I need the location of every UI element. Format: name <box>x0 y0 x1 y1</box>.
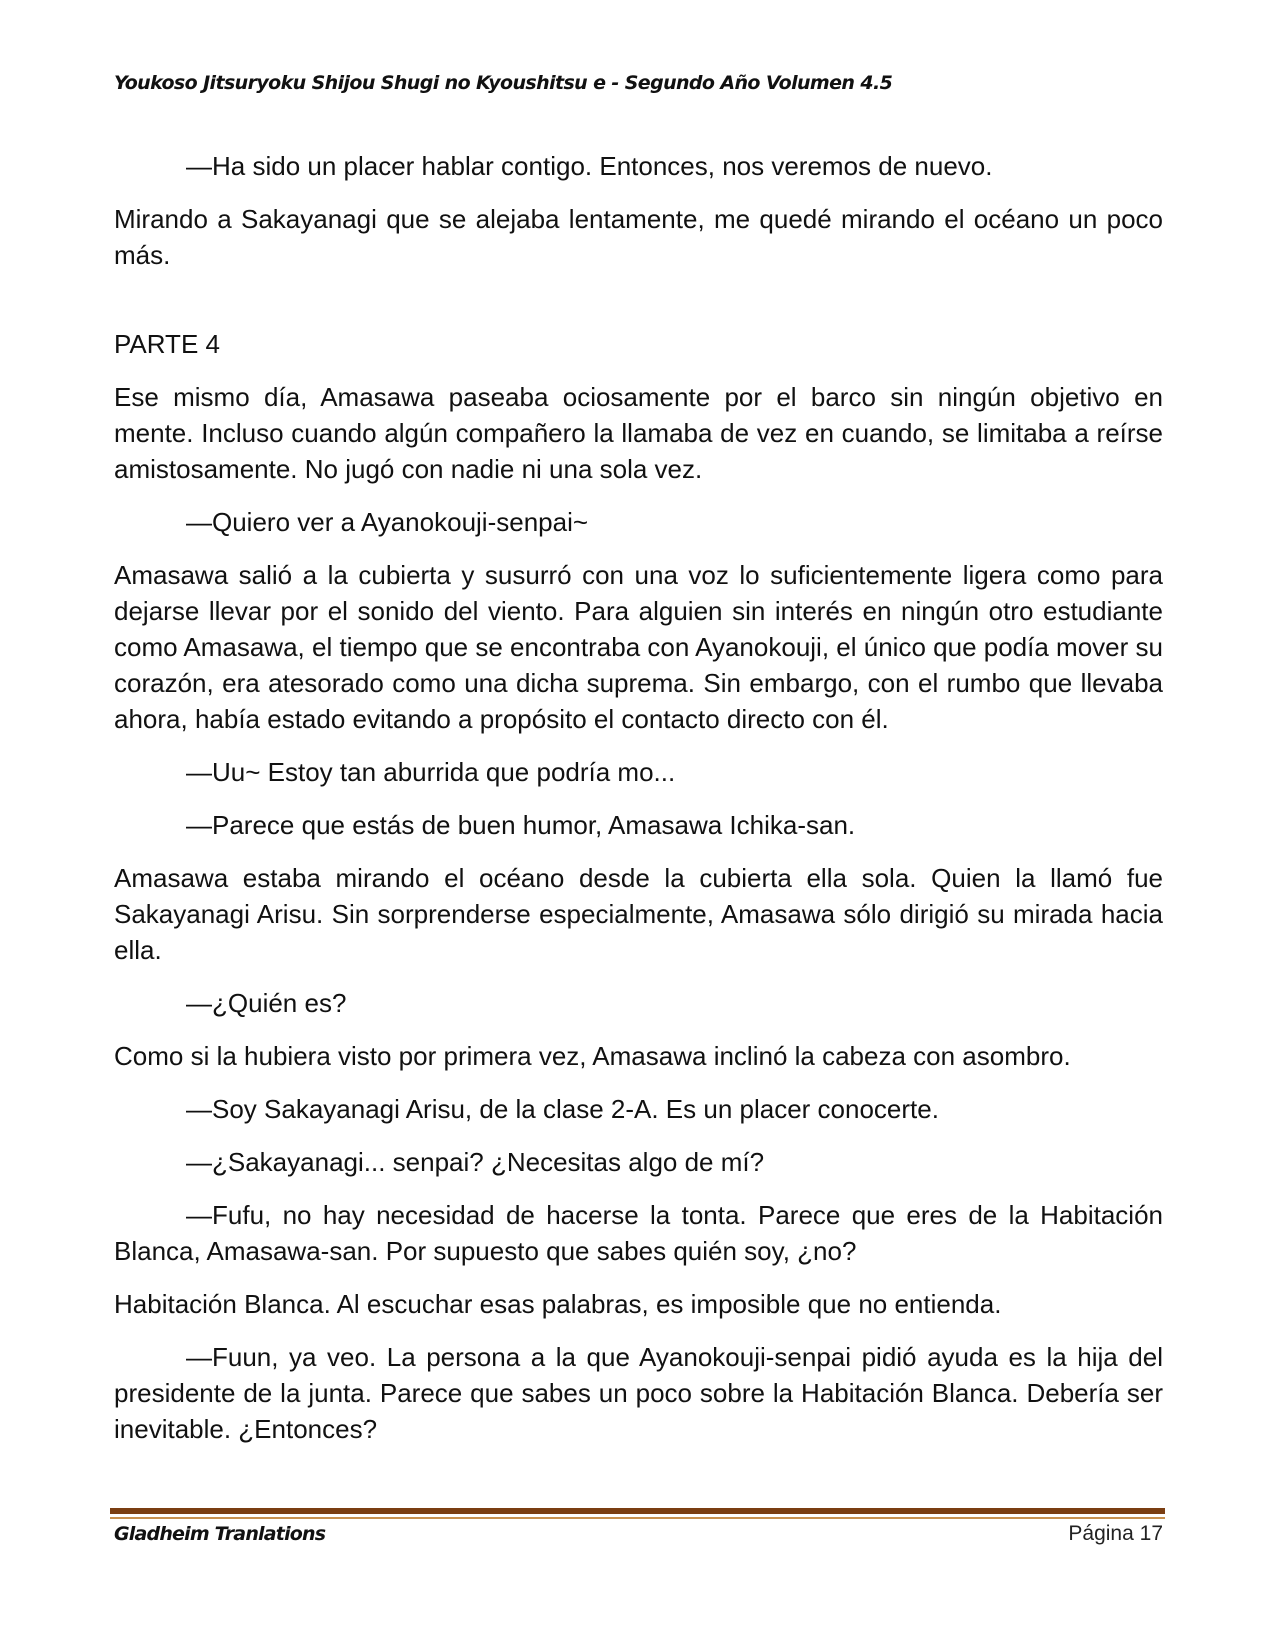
footer-credit: Gladheim Tranlations <box>114 1523 326 1545</box>
narration-paragraph: Mirando a Sakayanagi que se alejaba lentamente, me quedé mirando el océano un poco más. <box>114 204 1163 270</box>
narration-paragraph: Amasawa estaba mirando el océano desde la cubierta ella sola. Quien la llamó fue Sakayanagi Arisu. Sin sorprenderse especialmente, Amasawa sólo dirigió su mirada hacia ella. <box>114 863 1163 965</box>
dialogue-paragraph: —Quiero ver a Ayanokouji-senpai~ <box>186 507 589 537</box>
section-heading: PARTE 4 <box>114 329 220 359</box>
page-number <box>1068 1522 1163 1546</box>
dialogue-paragraph: —¿Quién es? <box>186 988 347 1018</box>
running-header: Youkoso Jitsuryoku Shijou Shugi no Kyoushitsu e - Segundo Año Volumen 4.5 <box>114 72 893 94</box>
dialogue-paragraph: —Parece que estás de buen humor, Amasawa Ichika-san. <box>186 810 856 840</box>
footer-rule-thin <box>110 1517 1165 1519</box>
narration-paragraph: Amasawa salió a la cubierta y susurró con una voz lo suficientemente ligera como para dejarse llevar por el sonido del viento. Para alguien sin interés en ningún otro estudiante como Amasawa, el tiempo que se encontraba con Ayanokouji, el único que podía mover su corazón, era atesorado como una dicha suprema. Sin embargo, con el rumbo que llevaba ahora, había estado evitando a propósito el contacto directo con él. <box>114 560 1163 734</box>
page-label: Página <box>1068 1522 1134 1545</box>
narration-paragraph: Ese mismo día, Amasawa paseaba ociosamente por el barco sin ningún objetivo en mente. Incluso cuando algún compañero la llamaba de vez en cuando, se limitaba a reírse amistosamente. No jugó con nadie ni una sola vez. <box>114 382 1163 484</box>
dialogue-paragraph: —¿Sakayanagi... senpai? ¿Necesitas algo de mí? <box>186 1147 765 1177</box>
footer-rule <box>110 1508 1165 1514</box>
dialogue-paragraph: —Ha sido un placer hablar contigo. Entonces, nos veremos de nuevo. <box>186 151 993 181</box>
narration-paragraph: Habitación Blanca. Al escuchar esas palabras, es imposible que no entienda. <box>114 1289 1002 1319</box>
narration-paragraph: Como si la hubiera visto por primera vez, Amasawa inclinó la cabeza con asombro. <box>114 1041 1071 1071</box>
page-number-value: 17 <box>1139 1522 1163 1545</box>
dialogue-paragraph: —Fufu, no hay necesidad de hacerse la tonta. Parece que eres de la Habitación Blanca, Amasawa-san. Por supuesto que sabes quién soy, ¿no? <box>114 1200 1163 1266</box>
dialogue-paragraph: —Uu~ Estoy tan aburrida que podría mo... <box>186 757 676 787</box>
dialogue-paragraph: —Soy Sakayanagi Arisu, de la clase 2-A. Es un placer conocerte. <box>186 1094 939 1124</box>
page-body <box>114 148 1163 1464</box>
dialogue-paragraph: —Fuun, ya veo. La persona a la que Ayanokouji-senpai pidió ayuda es la hija del presidente de la junta. Parece que sabes un poco sobre la Habitación Blanca. Debería ser inevitable. ¿Entonces? <box>114 1342 1163 1444</box>
